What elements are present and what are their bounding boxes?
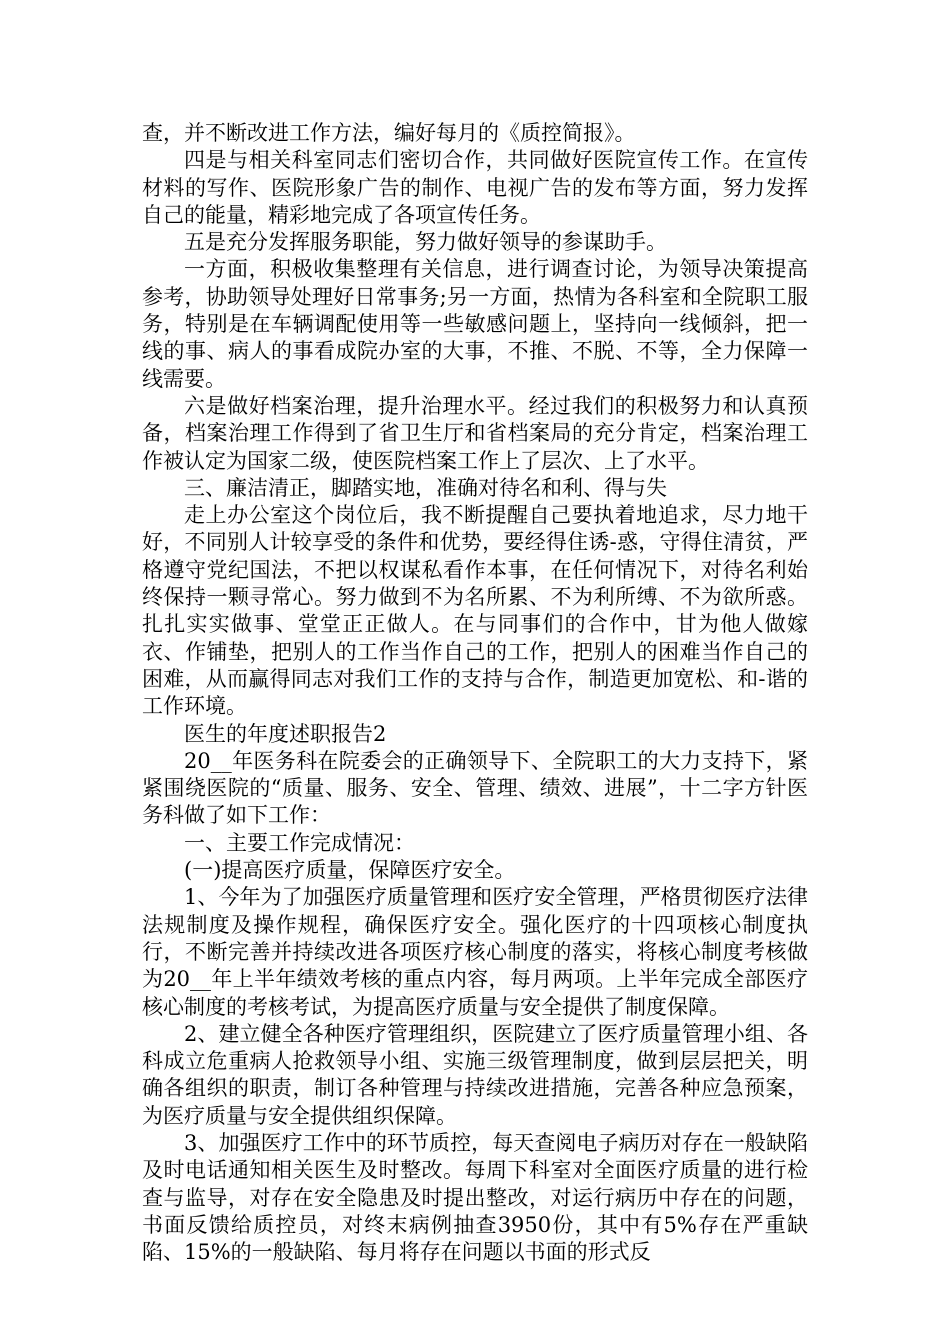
paragraph: 一方面，积极收集整理有关信息，进行调查讨论，为领导决策提高参考，协助领导处理好日常事务;另一方面，热情为各科室和全院职工服务，特别是在车辆调配使用等一些敏感问题上，坚持向一线倾斜，把一线的事、病人的事看成院办室的大事，不推、不脱、不等，全力保障一线需要。 <box>142 257 808 391</box>
subsection-heading: (一)提高医疗质量，保障医疗安全。 <box>184 858 516 883</box>
report-title: 医生的年度述职报告2 <box>184 721 387 746</box>
paragraph: 五是充分发挥服务职能，努力做好领导的参谋助手。 <box>184 230 667 255</box>
paragraph: 1、今年为了加强医疗质量管理和医疗安全管理，严格贯彻医疗法律法规制度及操作规程，确保医疗安全。强化医疗的十四项核心制度执行，不断完善并持续改进各项医疗核心制度的落实，将核心制度考核做为20__年上半年绩效考核的重点内容，每月两项。上半年完成全部医疗核心制度的考核考试，为提高医疗质量与安全提供了制度保障。 <box>142 885 808 1019</box>
section-heading: 三、廉洁清正，脚踏实地，准确对待名和利、得与失 <box>184 475 667 500</box>
paragraph: 2、建立健全各种医疗管理组织，医院建立了医疗质量管理小组、各科成立危重病人抢救领导小组、实施三级管理制度，做到层层把关，明确各组织的职责，制订各种管理与持续改进措施，完善各种应急预案，为医疗质量与安全提供组织保障。 <box>142 1021 808 1128</box>
section-heading: 一、主要工作完成情况： <box>184 830 415 855</box>
paragraph: 六是做好档案治理，提升治理水平。经过我们的积极努力和认真预备，档案治理工作得到了省卫生厅和省档案局的充分肯定，档案治理工作被认定为国家二级，使医院档案工作上了层次、上了水平。 <box>142 393 808 473</box>
paragraph: 查，并不断改进工作方法，编好每月的《质控简报》。 <box>142 121 636 145</box>
paragraph: 四是与相关科室同志们密切合作，共同做好医院宣传工作。在宣传材料的写作、医院形象广告的制作、电视广告的发布等方面，努力发挥自己的能量，精彩地完成了各项宣传任务。 <box>142 148 808 227</box>
document-body <box>142 120 808 1266</box>
paragraph: 20__年医务科在院委会的正确领导下、全院职工的大力支持下，紧紧围绕医院的“质量、服务、安全、管理、绩效、进展”，十二字方针医务科做了如下工作： <box>142 748 808 828</box>
paragraph: 3、加强医疗工作中的环节质控，每天查阅电子病历对存在一般缺陷及时电话通知相关医生及时整改。每周下科室对全面医疗质量的进行检查与监导，对存在安全隐患及时提出整改，对运行病历中存在的问题，书面反馈给质控员，对终末病例抽查3950份，其中有5%存在严重缺陷、15%的一般缺陷、每月将存在问题以书面的形式反 <box>142 1130 808 1265</box>
paragraph: 走上办公室这个岗位后，我不断提醒自己要执着地追求，尽力地干好，不同别人计较享受的条件和优势，要经得住诱-惑，守得住清贫，严格遵守党纪国法，不把以权谋私看作本事，在任何情况下，对待名利始终保持一颗寻常心。努力做到不为名所累、不为利所缚、不为欲所惑。扎扎实实做事、堂堂正正做人。在与同事们的合作中，甘为他人做嫁衣、作铺垫，把别人的工作当作自己的工作，把别人的困难当作自己的困难，从而赢得同志对我们工作的支持与合作，制造更加宽松、和-谐的工作环境。 <box>142 503 808 719</box>
